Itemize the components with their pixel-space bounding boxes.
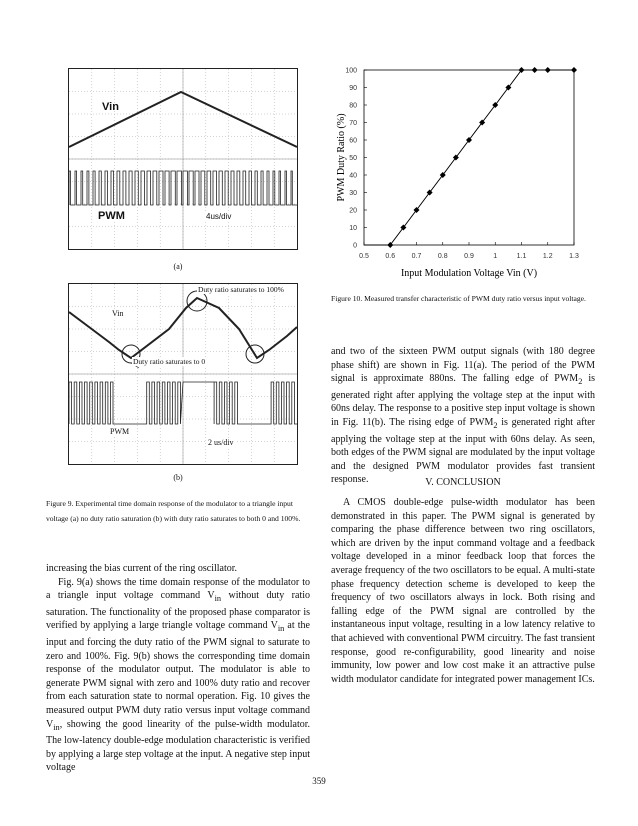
y-tick-label: 20 (349, 207, 357, 215)
y-tick-label: 30 (349, 190, 357, 197)
x-tick-label: 0.7 (411, 253, 422, 260)
fig9b-annotation-top: Duty ratio saturates to 100% (198, 285, 284, 294)
left-para-2: Fig. 9(a) shows the time domain response of the modulator to a triangle input voltage command $V_{in}$ without duty ratio saturation. The functionality of the proposed phase comparator is verified by applying a large triangle voltage command $V_{in}$ at the input and forcing the duty ratio of the PWM signal to saturate to zero and 100%. Fig. 9(b) shows the corresponding time domain response of the modulator output. The modulator is able to generate PWM signal with zero and 100% duty ratio and recover from each saturation state to normal operation. Fig. 10 gives the measured output PWM duty ratio versus input voltage command $V_{in}$, showing the good linearity of the pulse-width modulator. The low-latency double-edge modulation characteristic is verified by applying a large step voltage at the input. A negative step input voltage (46, 576, 310, 774)
fig10-x-axis-label: Input Modulation Voltage Vin (V) (400, 268, 538, 279)
fig10-data-point (532, 67, 538, 73)
left-para-1: increasing the bias current of the ring oscillator. (46, 563, 238, 574)
fig10-y-axis-label: PWM Duty Ratio (%) (336, 113, 347, 202)
fig9a-vin-label: Vin (102, 101, 119, 113)
fig10-chart (328, 56, 590, 284)
right-para-2: A CMOS double-edge pulse-width modulator has been demonstrated in this paper. The PWM signal is generated by comparing the phase difference between two ring oscillators, which are driven by the input command voltage and a feedback voltage developed in a minor feedback loop that forces the average frequency of the two oscillators to be equal. A multi-state phase frequency detection scheme is developed to keep the frequency of two oscillators always in lock. Both rising and falling edge of the PWM signal are controlled by the instantaneous input voltage, resulting in a low latency relative to that achieved with conventional PWM circuitry. The fast transient response, good re-configurability, good linearity and noise immunity, low power and low cost make it an attractive pulse width modulator candidate for integrated power management ICs. (331, 497, 595, 685)
y-tick-label: 50 (349, 155, 357, 162)
fig10-plot-frame (364, 70, 574, 245)
fig10-data-point (571, 67, 577, 73)
fig9b-scope (68, 283, 298, 465)
fig9b-waveform (69, 284, 297, 464)
fig9a-scope (68, 68, 298, 250)
x-tick-label: 0.8 (437, 253, 448, 260)
y-tick-label: 10 (349, 225, 357, 232)
y-tick-label: 0 (353, 242, 357, 250)
x-tick-label: 1.2 (542, 253, 553, 260)
fig10-caption: Figure 10. Measured transfer characteristic of PWM duty ratio versus input voltage. (331, 294, 586, 303)
fig10-data-point (545, 67, 551, 73)
fig9a-pwm-trace (69, 171, 297, 205)
fig9b-timebase: 2 us/div (208, 438, 234, 447)
y-tick-label: 70 (349, 120, 357, 127)
fig9-caption: Figure 9. Experimental time domain response of the modulator to a triangle input voltage (a) no duty ratio saturation (b) with duty ratio saturates to both 0 and 100%. (46, 499, 301, 523)
section-heading-conclusion: V. CONCLUSION (425, 477, 501, 488)
left-column-text (46, 562, 310, 775)
x-tick-label: 1 (493, 253, 498, 260)
fig9a-sublabel: (a) (173, 262, 183, 271)
fig9b-vin-label: Vin (112, 309, 124, 318)
y-tick-label: 90 (349, 85, 357, 92)
page-number: 359 (312, 776, 326, 786)
right-column-conclusion (331, 496, 595, 686)
x-tick-label: 0.6 (385, 253, 396, 260)
x-tick-label: 0.9 (464, 253, 474, 260)
fig9b-sublabel: (b) (173, 473, 183, 482)
scope-grid (69, 69, 297, 249)
fig9a-pwm-label: PWM (98, 210, 125, 222)
fig9b-pwm-label: PWM (110, 427, 130, 436)
x-tick-label: 0.5 (359, 253, 369, 260)
x-tick-label: 1.1 (516, 253, 527, 260)
y-tick-label: 100 (345, 67, 357, 75)
right-column-text (331, 345, 595, 487)
y-tick-label: 40 (349, 172, 357, 180)
fig9a-timebase: 4us/div (206, 212, 232, 221)
y-tick-label: 80 (349, 102, 357, 110)
x-tick-label: 1.3 (569, 253, 579, 260)
fig10-series-line (364, 70, 574, 245)
right-para-1: and two of the sixteen PWM output signals (with 180 degree phase shift) are shown in Fig. 11(a). The period of the PWM signal is approximate 880ns. The falling edge of $PWM_2$ is generated right after applying the voltage step at the input with 60ns delay. The response to a positive step input voltage is shown in Fig. 11(b). The rising edge of $PWM_2$ is generated right after applying the voltage step at the input with 60ns delay. As seen, both edges of the PWM signal are modulated by the input voltage and the designed PWM modulator provides fast transient response. (331, 346, 596, 486)
fig9b-annotation-mid: Duty ratio saturates to 0 (133, 357, 206, 366)
y-tick-label: 60 (349, 137, 357, 145)
fig9a-waveform (69, 69, 297, 249)
